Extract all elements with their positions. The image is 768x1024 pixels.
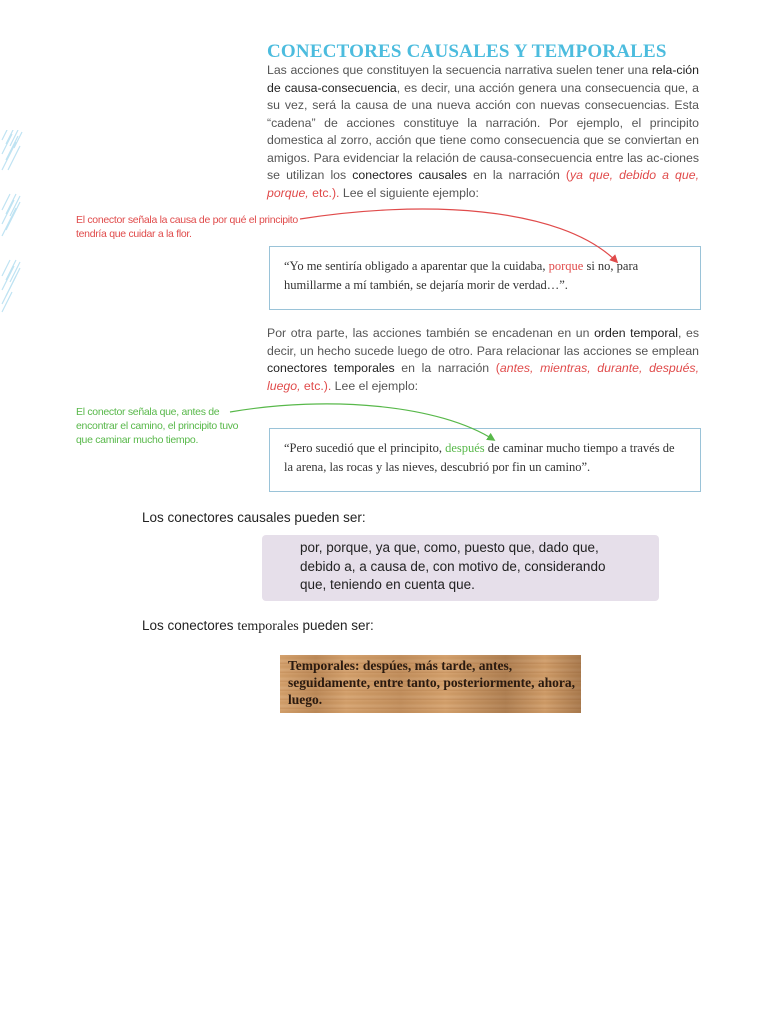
para1-examples-italic: ya que, debido a que, porque,: [267, 168, 699, 200]
para2-examples-italic: antes, mientras, durante, después, luego,: [267, 361, 699, 393]
para1-text-3: en la narración: [467, 168, 566, 182]
annotation-causal: El conector señala la causa de por qué el principito tendría que cuidar a la flor.: [76, 214, 298, 240]
quote1-connector: porque: [548, 259, 584, 273]
temporal-connectors-image: [280, 655, 581, 713]
para2-bold-1: orden temporal: [594, 326, 678, 340]
temporal-connectors-heading: [142, 618, 374, 635]
temporal-heading-text-a: Los conectores: [142, 618, 238, 633]
para1-text-2: , es decir, una acción genera una consecuencia que, a su vez, será la causa de una nueva acción con nuevas consecuencias. Esta “cadena” de acciones constituye la narración. Por ejemplo, el principito domestica al zorro, acción que tiene como consecuencia que se conviertan en amigos. Para evidenciar la relación de causa-consecuencia entre las ac-ciones se utilizan los: [267, 80, 699, 182]
annotation-temporal: El conector señala que, antes de encontrar el camino, el principito tuvo que caminar mucho tiempo.: [76, 406, 239, 446]
quote1-text-a: “Yo me sentiría obligado a aparentar que la cuidaba,: [284, 259, 549, 273]
para2-paren-open: (: [495, 361, 500, 375]
para1-paren-close: etc.).: [308, 185, 340, 200]
para2-text-1: Por otra parte, las acciones también se encadenan en un: [267, 326, 595, 340]
arrow-causal: [300, 209, 617, 262]
para1-text-4: Lee el siguiente ejemplo:: [339, 185, 479, 200]
quote2-text-b: de caminar mucho tiempo a través de la arena, las rocas y las nieves, descubrió por fin un camino”.: [284, 441, 675, 474]
quote2-text-a: “Pero sucedió que el principito,: [284, 441, 446, 455]
para2-bold-2: conectores temporales: [267, 361, 395, 375]
quote1-text-b: si no, para humillarme a mí también, se dejaría morir de verdad…”.: [284, 259, 639, 292]
temporal-heading-text-c: pueden ser:: [298, 618, 374, 633]
causal-connectors-box: [262, 535, 659, 601]
para2-text-4: Lee el ejemplo:: [331, 378, 419, 393]
causal-connectors-list: por, porque, ya que, como, puesto que, dado que, debido a, a causa de, con motivo de, considerando que, teniendo en cuenta que.: [300, 540, 606, 592]
para1-bold-2: conectores causales: [352, 168, 468, 182]
para1-paren-open: (: [565, 168, 571, 182]
temporal-connectors-list: Temporales: despúes, más tarde, antes, seguidamente, entre tanto, posteriormente, ahora, luego.: [288, 658, 575, 707]
temporal-heading-emphasis: temporales: [237, 619, 299, 634]
para2-text-2: , es decir, un hecho sucede luego de otro. Para relacionar las acciones se emplean: [267, 326, 699, 358]
para1-bold-1: rela-ción de causa-consecuencia: [267, 63, 699, 95]
page-title: CONECTORES CAUSALES Y TEMPORALES: [267, 40, 667, 62]
arrow-temporal: [230, 404, 494, 440]
para1-text-1: Las acciones que constituyen la secuencia narrativa suelen tener una: [267, 63, 652, 77]
causal-connectors-heading: Los conectores causales pueden ser:: [142, 510, 366, 525]
para2-text-3: en la narración: [394, 361, 496, 375]
quote2-connector: después: [445, 441, 485, 455]
para2-paren-close: etc.).: [300, 378, 332, 393]
